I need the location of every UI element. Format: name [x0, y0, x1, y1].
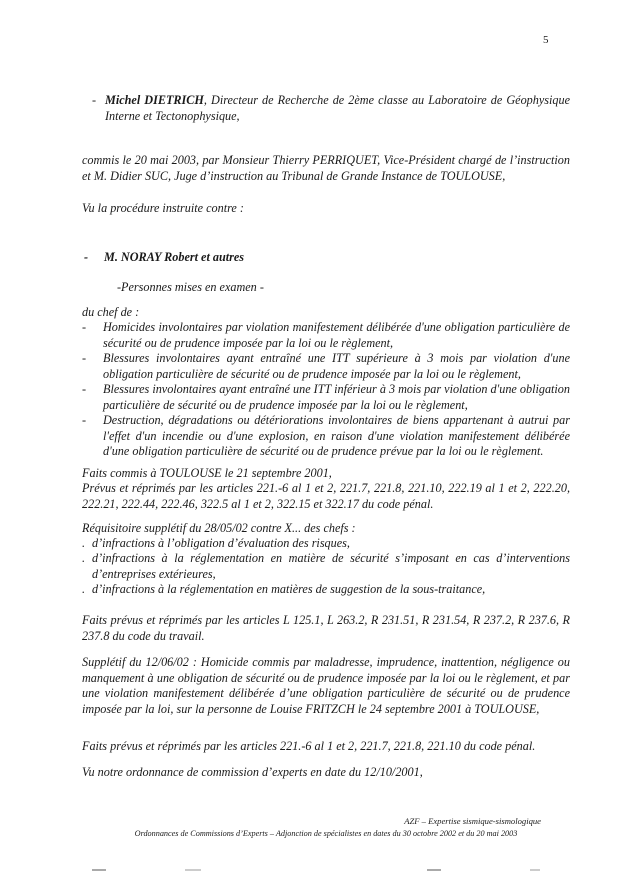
charge-dash: - [82, 413, 87, 427]
charge-dash: - [82, 382, 87, 396]
footer-subtitle: Ordonnances de Commissions d’Experts – Adjonction de spécialistes en dates du 30 octobre 2002 et du 20 mai 2003 [134, 829, 518, 838]
accused-name: M. NORAY Robert et autres [104, 250, 245, 264]
requisitoire-item: d’infractions à l’obligation d’évaluation des risques, [92, 536, 350, 550]
facts-prevus-code-penal: Prévus et réprimés par les articles 221.-6 al 1 et 2, 221.7, 221.8, 221.10, 222.19 al 1 et 2, 222.20, 222.21, 222.44, 222.46, 322.5 al 1 et 2, 322.15 et 322.17 du code pénal. [82, 481, 570, 511]
requisitoire-bullet: . [82, 582, 86, 596]
commission-paragraph: commis le 20 mai 2003, par Monsieur Thierry PERRIQUET, Vice-Président chargé de l’instruction et M. Didier SUC, Juge d’instruction au Tribunal de Grande Instance de TOULOUSE, [82, 153, 570, 183]
expert-entry [105, 93, 570, 124]
persons-examined: -Personnes mises en examen - [117, 280, 264, 294]
expert-title: , Directeur de Recherche de 2ème classe au Laboratoire de Géophysique Interne et Tectonophysique, [105, 93, 571, 123]
requisitoire-bullet: . [82, 551, 86, 565]
facts-code-travail: Faits prévus et réprimés par les articles L 125.1, L 263.2, R 231.51, R 231.54, R 237.2, R 237.6, R 237.8 du code du travail. [82, 613, 570, 643]
page-number: 5 [543, 34, 549, 46]
scan-artifact [530, 869, 540, 871]
scan-artifact [92, 869, 106, 871]
facts-commis: Faits commis à TOULOUSE le 21 septembre 2001, [82, 466, 332, 480]
charge-dash: - [82, 320, 87, 334]
accused-dash: - [84, 250, 89, 264]
scan-artifact [185, 869, 201, 871]
requisitoire-item: d’infractions à la réglementation en matières de suggestion de la sous-traitance, [92, 582, 486, 596]
requisitoire-heading: Réquisitoire supplétif du 28/05/02 contre X... des chefs : [82, 521, 356, 535]
charge-item: Blessures involontaires ayant entraîné une ITT inférieur à 3 mois par violation d'une obligation particulière de sécurité ou de prudence imposée par la loi ou le règlement, [103, 382, 570, 412]
scan-artifact [427, 869, 441, 871]
vu-ordonnance: Vu notre ordonnance de commission d’experts en date du 12/10/2001, [82, 765, 423, 779]
footer-title: AZF – Expertise sismique-sismologique [404, 816, 541, 826]
charge-item: Destruction, dégradations ou détériorations involontaires de biens appartenant à autrui par l'effet d'un incendie ou d'une explosion, en raison d'une violation manifestement délibérée d'une obligation particulière de sécurité ou de prudence prévue par la loi ou le règlement. [103, 413, 570, 459]
charge-item: Blessures involontaires ayant entraîné une ITT supérieure à 3 mois par violation d'une obligation particulière de sécurité ou de prudence imposée par la loi ou le règlement, [103, 351, 570, 381]
facts-prevus-penal: Faits prévus et réprimés par les articles 221.-6 al 1 et 2, 221.7, 221.8, 221.10 du code pénal. [82, 739, 536, 753]
expert-name: Michel DIETRICH [105, 93, 204, 107]
charge-item: Homicides involontaires par violation manifestement délibérée d'une obligation particulière de sécurité ou de prudence imposée par la loi ou le règlement, [103, 320, 570, 350]
expert-dash: - [92, 93, 97, 107]
requisitoire-bullet: . [82, 536, 86, 550]
vu-procedure: Vu la procédure instruite contre : [82, 201, 244, 215]
requisitoire-item: d’infractions à la réglementation en matière de sécurité s’imposant en cas d’interventions d’entreprises extérieures, [92, 551, 570, 581]
suppletif-paragraph: Supplétif du 12/06/02 : Homicide commis par maladresse, imprudence, inattention, négligence ou manquement à une obligation de sécurité ou de prudence imposée par la loi ou le règlement, et par une violation manifestement délibérée d’une obligation particulière de sécurité ou de prudence imposée par la loi, sur la personne de Louise FRITZCH le 24 septembre 2001 à TOULOUSE, [82, 655, 570, 716]
charge-dash: - [82, 351, 87, 365]
du-chef: du chef de : [82, 305, 140, 319]
